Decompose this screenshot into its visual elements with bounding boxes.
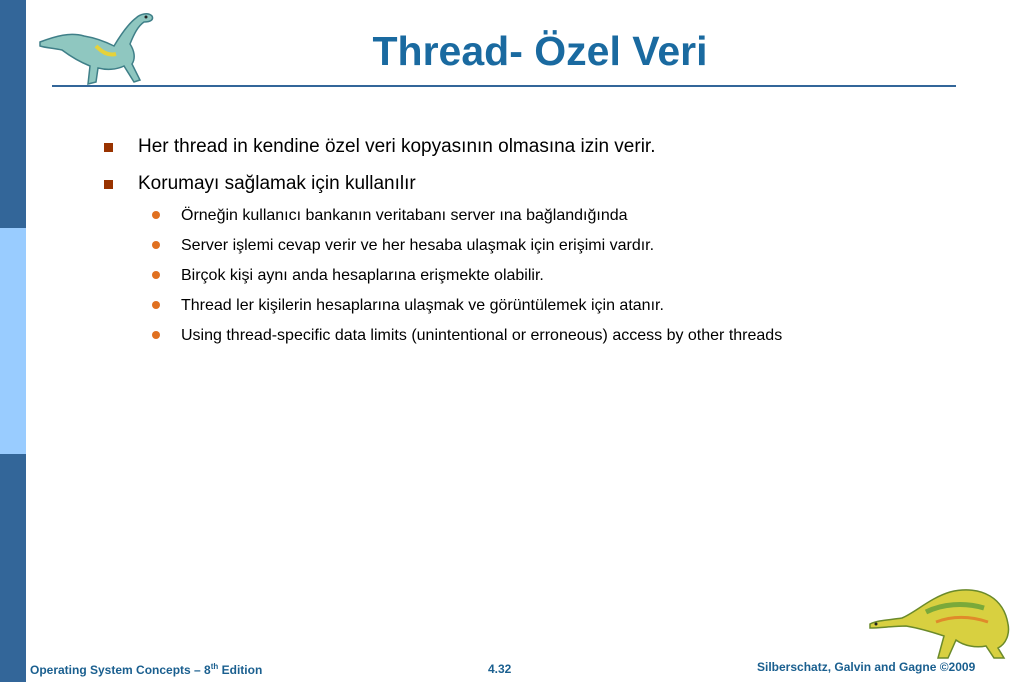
sub-bullet-text: Birçok kişi aynı anda hesaplarına erişmekte olabilir. [181, 267, 544, 284]
sidebar-segment-top [0, 0, 26, 228]
dot-bullet-icon [152, 241, 160, 249]
bullet-item [100, 171, 860, 197]
dot-bullet-icon [152, 211, 160, 219]
bullet-text: Korumayı sağlamak için kullanılır [138, 173, 416, 194]
sub-bullet-text: Örneğin kullanıcı bankanın veritabanı server ına bağlandığında [181, 207, 628, 224]
title-divider [52, 85, 956, 87]
sub-bullet-item [100, 205, 860, 226]
sub-bullet-item [100, 325, 860, 346]
sub-bullet-item [100, 295, 860, 316]
square-bullet-icon [104, 180, 113, 189]
sub-bullet-text: Thread ler kişilerin hesaplarına ulaşmak ve görüntülemek için atanır. [181, 297, 664, 314]
sub-bullet-text: Using thread-specific data limits (unintentional or erroneous) access by other threads [181, 327, 783, 344]
dinosaur-footer-icon [866, 582, 1016, 662]
bullet-item [100, 134, 860, 160]
bullet-text: Her thread in kendine özel veri kopyasının olmasına izin verir. [138, 136, 656, 157]
footer-book-title: Operating System Concepts – 8th Edition [30, 662, 263, 677]
dinosaur-logo-icon [36, 6, 160, 86]
dot-bullet-icon [152, 301, 160, 309]
sidebar-segment-bottom [0, 454, 26, 682]
square-bullet-icon [104, 143, 113, 152]
bullet-list [100, 134, 860, 355]
sub-bullet-item [100, 265, 860, 286]
sub-bullet-text: Server işlemi cevap verir ve her hesaba ulaşmak için erişimi vardır. [181, 237, 655, 254]
footer-copyright: Silberschatz, Galvin and Gagne ©2009 [757, 660, 976, 674]
footer-page-number: 4.32 [488, 662, 512, 676]
dot-bullet-icon [152, 271, 160, 279]
sidebar-segment-middle [0, 228, 26, 454]
dot-bullet-icon [152, 331, 160, 339]
slide-title: Thread- Özel Veri [372, 28, 708, 74]
sub-bullet-item [100, 235, 860, 256]
